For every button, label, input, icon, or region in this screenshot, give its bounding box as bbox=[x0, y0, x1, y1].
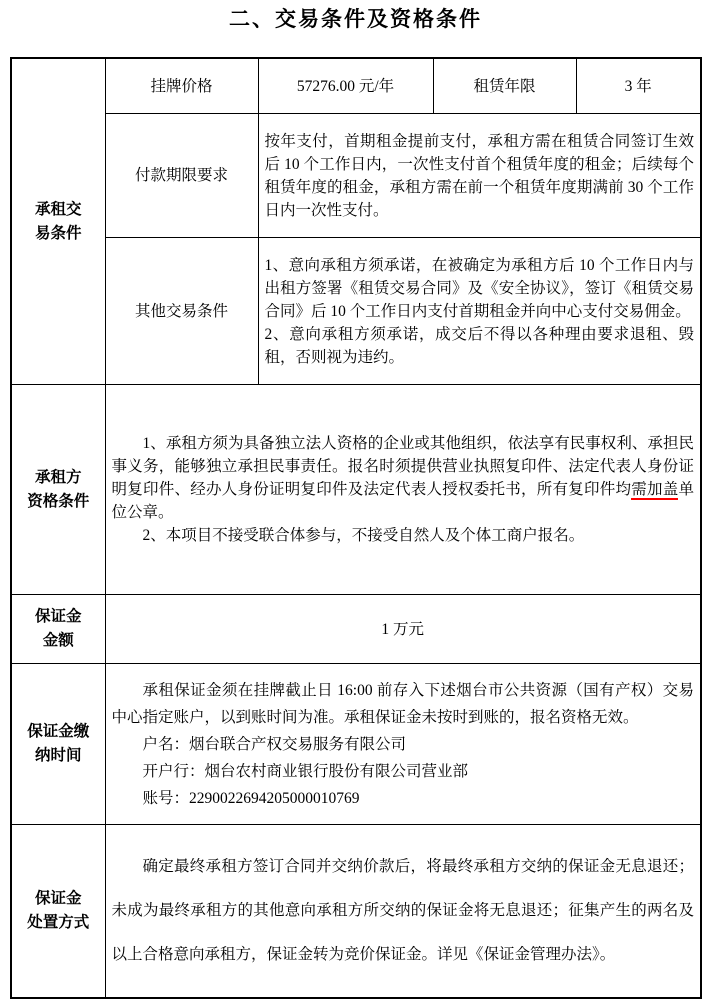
deposit-account-number: 账号：2290022694205000010769 bbox=[142, 789, 360, 807]
conditions-table bbox=[10, 57, 702, 999]
row-header-line: 易条件 bbox=[34, 224, 82, 242]
row-header-deposit-disposal bbox=[11, 825, 105, 999]
row-header-line: 金额 bbox=[42, 632, 74, 649]
other-condition-item-1: 1、意向承租方须承诺，在被确定为承租方后 10 个工作日内与出租方签署《租赁交易合同》及《安全协议》，签订《租赁交易合同》后 10 个工作日内支付首期租金并向中心支付交易佣金。 bbox=[264, 256, 694, 320]
deposit-bank-name: 开户行：烟台农村商业银行股份有限公司营业部 bbox=[142, 762, 469, 780]
deposit-account-name: 户名：烟台联合产权交易服务有限公司 bbox=[142, 735, 407, 753]
table-row bbox=[11, 114, 701, 238]
table-row bbox=[11, 825, 701, 999]
listing-price-label: 挂牌价格 bbox=[105, 58, 258, 114]
red-underlined-text: 需加盖 bbox=[631, 481, 679, 498]
qualification-item-1 bbox=[112, 432, 695, 524]
row-header-line: 承租交 bbox=[34, 200, 82, 218]
qualification-item-1-text: 1、承租方须为具备独立法人资格的企业或其他组织，依法享有民事权利、承担民事义务，能够独立承担民事责任。报名时须提供营业执照复印件、法定代表人身份证明复印件、经办人身份证明复印件及法定代表人授权委托书，所有复印件均 bbox=[111, 435, 694, 498]
other-condition-item-2: 2、意向承租方须承诺，成交后不得以各种理由要求退租、毁租，否则视为违约。 bbox=[264, 325, 694, 366]
payment-term-label: 付款期限要求 bbox=[105, 114, 258, 238]
row-header-lessee-qualification bbox=[11, 385, 105, 595]
qualification-item-1-tail: 单位公章。 bbox=[111, 481, 694, 521]
table-row bbox=[11, 664, 701, 825]
lease-term-value: 3 年 bbox=[576, 58, 701, 114]
deposit-payment-text bbox=[105, 664, 701, 825]
payment-term-text: 按年支付，首期租金提前支付，承租方需在租赁合同签订生效后 10 个工作日内，一次性支付首个租赁年度的租金；后续每个租赁年度的租金，承租方需在前一个租赁年度期满前 30 个工作日内一次性支付。 bbox=[258, 114, 701, 238]
row-header-lease-transaction-conditions bbox=[11, 58, 105, 385]
row-header-line: 保证金 bbox=[34, 890, 82, 907]
row-header-line: 资格条件 bbox=[27, 492, 90, 510]
other-conditions-text bbox=[258, 238, 701, 385]
deposit-disposal-text: 确定最终承租方签订合同并交纳价款后，将最终承租方交纳的保证金无息退还；未成为最终承租方的其他意向承租方所交纳的保证金将无息退还；征集产生的两名及以上合格意向承租方，保证金转为竞价保证金。详见《保证金管理办法》。 bbox=[105, 825, 701, 999]
document-page bbox=[0, 6, 711, 1005]
page-title: 二、交易条件及资格条件 bbox=[229, 7, 482, 31]
other-conditions-label: 其他交易条件 bbox=[105, 238, 258, 385]
table-row bbox=[11, 385, 701, 595]
row-header-line: 纳时间 bbox=[34, 747, 82, 764]
row-header-line: 保证金缴 bbox=[27, 723, 90, 740]
table-row bbox=[11, 595, 701, 664]
row-header-deposit-payment-time bbox=[11, 664, 105, 825]
deposit-amount-value: 1 万元 bbox=[105, 595, 701, 664]
qualification-text bbox=[105, 385, 701, 595]
row-header-line: 处置方式 bbox=[27, 914, 90, 931]
listing-price-value: 57276.00 元/年 bbox=[258, 58, 433, 114]
lease-term-label: 租赁年限 bbox=[433, 58, 576, 114]
row-header-line: 承租方 bbox=[34, 468, 82, 486]
qualification-item-2: 2、本项目不接受联合体参与，不接受自然人及个体工商户报名。 bbox=[142, 527, 585, 544]
table-row bbox=[11, 58, 701, 114]
table-row bbox=[11, 238, 701, 385]
deposit-payment-intro: 承租保证金须在挂牌截止日 16:00 前存入下述烟台市公共资源（国有产权）交易中心指定账户，以到账时间为准。承租保证金未按时到账的，报名资格无效。 bbox=[111, 681, 694, 726]
row-header-line: 保证金 bbox=[34, 608, 82, 625]
row-header-deposit-amount bbox=[11, 595, 105, 664]
